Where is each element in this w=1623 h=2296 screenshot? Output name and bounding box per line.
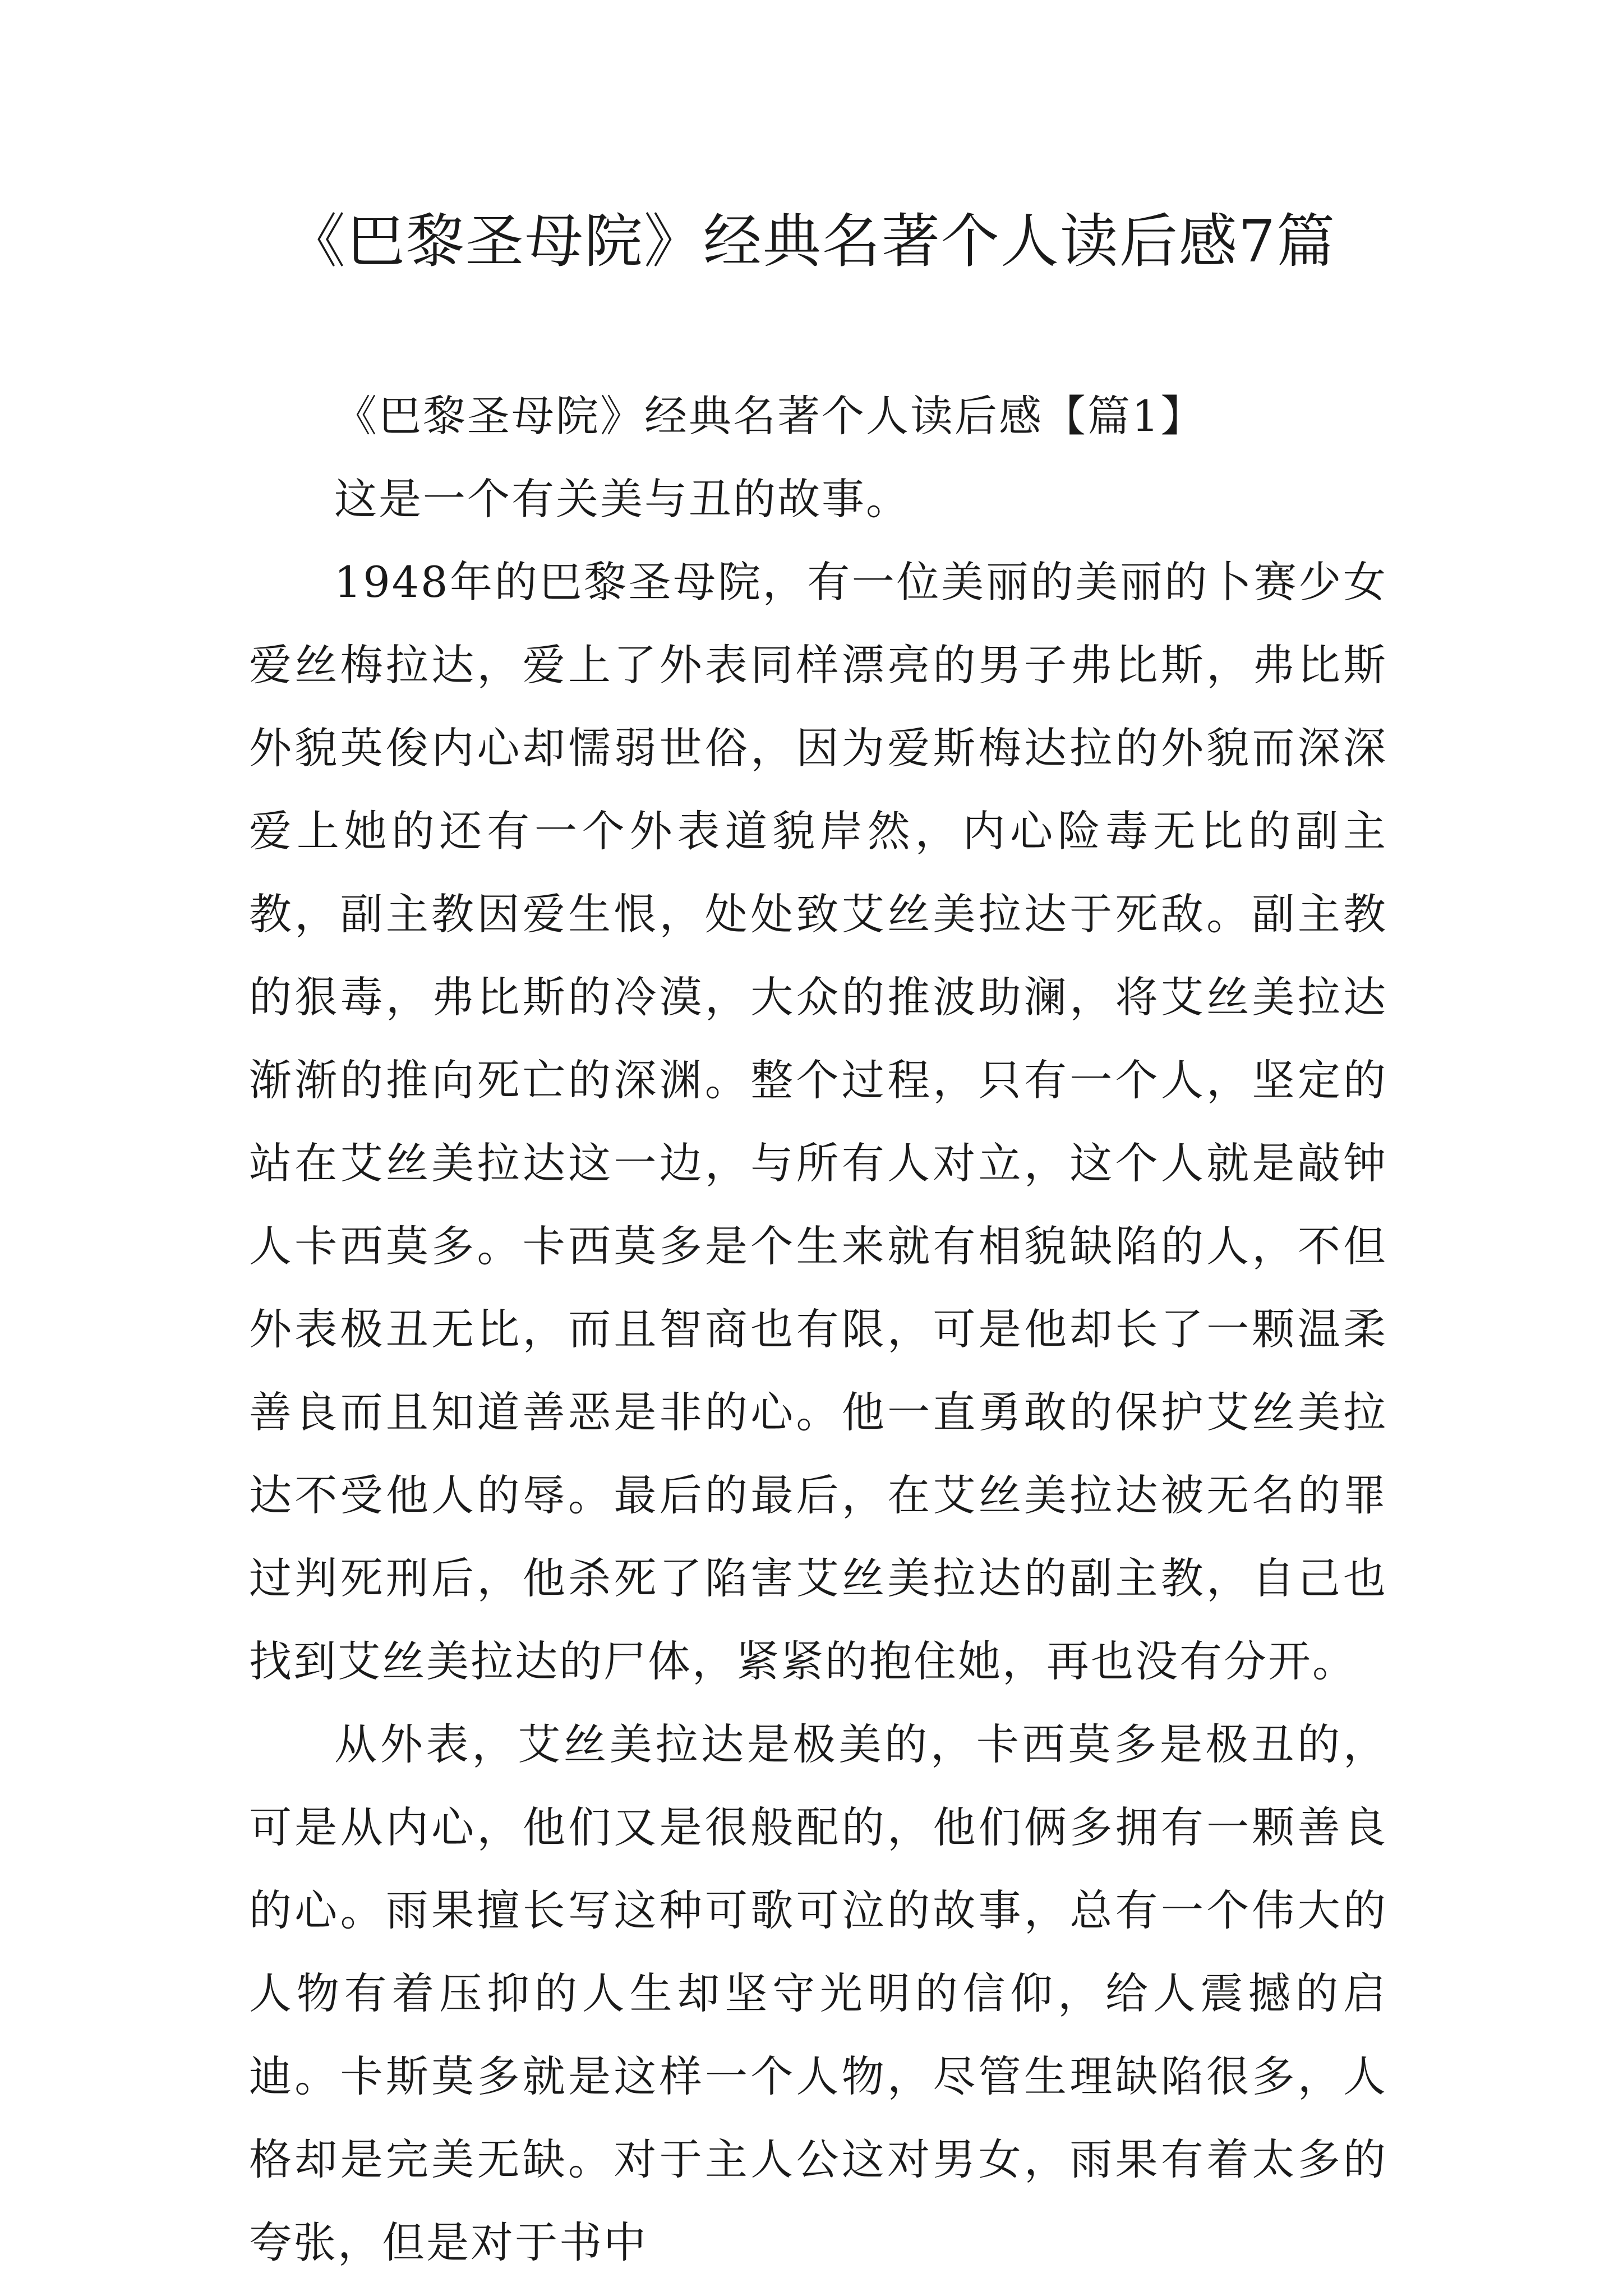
document-body	[249, 375, 1387, 2284]
section-heading: 《巴黎圣母院》经典名著个人读后感【篇1】	[334, 391, 1205, 441]
paragraph: 这是一个有关美与丑的故事。	[334, 474, 910, 524]
paragraph: 1948年的巴黎圣母院，有一位美丽的美丽的卜赛少女爱丝梅拉达，爱上了外表同样漂亮的男子弗比斯，弗比斯外貌英俊内心却懦弱世俗，因为爱斯梅达拉的外貌而深深爱上她的还有一个外表道貌岸然，内心险毒无比的副主教，副主教因爱生恨，处处致艾丝美拉达于死敌。副主教的狠毒，弗比斯的冷漠，大众的推波助澜，将艾丝美拉达渐渐的推向死亡的深渊。整个过程，只有一个人，坚定的站在艾丝美拉达这一边，与所有人对立，这个人就是敲钟人卡西莫多。卡西莫多是个生来就有相貌缺陷的人，不但外表极丑无比，而且智商也有限，可是他却长了一颗温柔善良而且知道善恶是非的心。他一直勇敢的保护艾丝美拉达不受他人的辱。最后的最后，在艾丝美拉达被无名的罪过判死刑后，他杀死了陷害艾丝美拉达的副主教，自己也找到艾丝美拉达的尸体，紧紧的抱住她，再也没有分开。	[249, 557, 1387, 1686]
document-title: 《巴黎圣母院》经典名著个人读后感7篇	[287, 207, 1336, 275]
paragraph: 从外表，艾丝美拉达是极美的，卡西莫多是极丑的，可是从内心，他们又是很般配的，他们俩多拥有一颗善良的心。雨果擅长写这种可歌可泣的故事，总有一个伟大的人物有着压抑的人生却坚守光明的信仰，给人震撼的启迪。卡斯莫多就是这样一个人物，尽管生理缺陷很多，人格却是完美无缺。对于主人公这对男女，雨果有着太多的夸张，但是对于书中	[249, 1719, 1387, 2267]
